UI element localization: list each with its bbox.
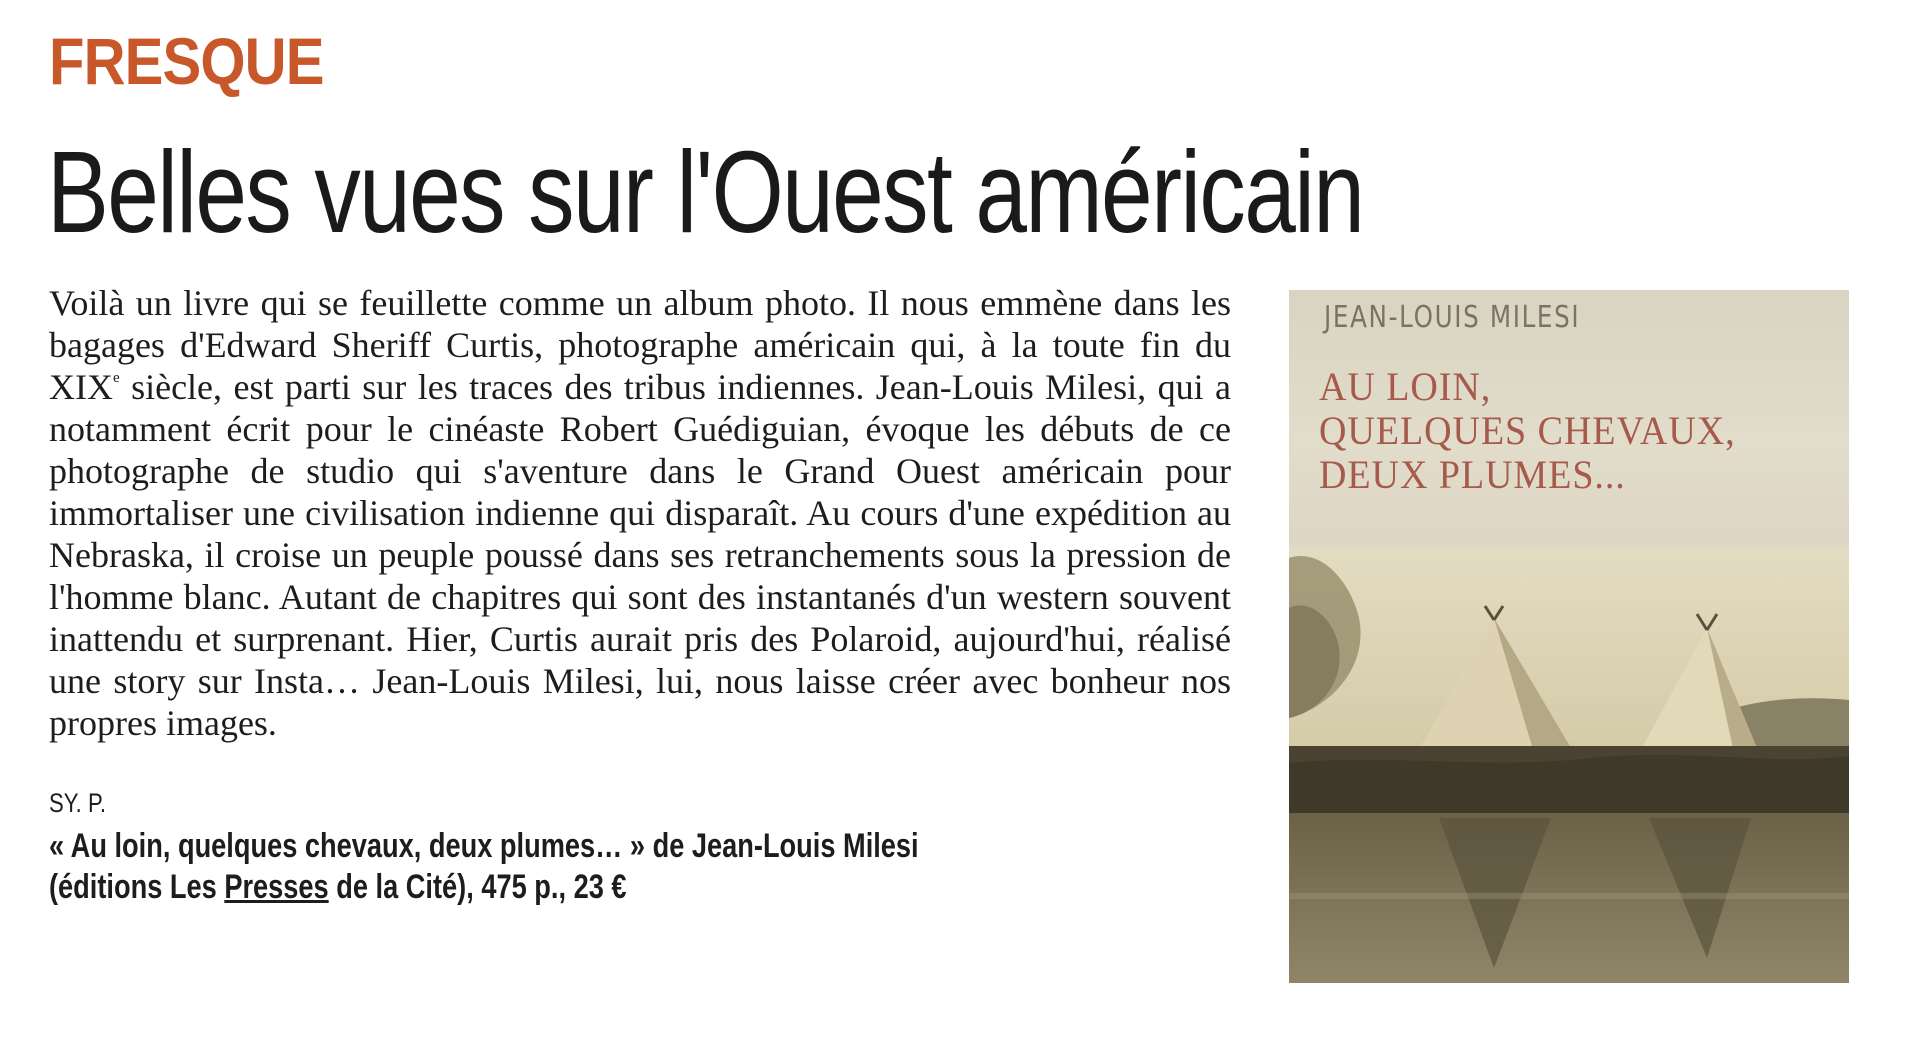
tipi-landscape-photo <box>1289 548 1849 983</box>
publisher-prefix: (éditions Les <box>49 868 225 906</box>
book-cover-author: JEAN-LOUIS MILESI <box>1324 300 1581 335</box>
book-reference-title: « Au loin, quelques chevaux, deux plumes… » de Jean-Louis Milesi <box>49 827 919 865</box>
article-headline: Belles vues sur l'Ouest américain <box>47 127 1364 257</box>
rubric-label: FRESQUE <box>49 24 324 98</box>
book-cover-title-line2: QUELQUES CHEVAUX, <box>1319 408 1736 453</box>
book-cover-header <box>1289 290 1849 545</box>
book-cover-title-line3: DEUX PLUMES... <box>1319 452 1626 497</box>
century-superscript: e <box>112 370 120 386</box>
body-text-part2: siècle, est parti sur les traces des tribus indiennes. Jean-Louis Milesi, qui a notamment écrit pour le cinéaste Robert Guédiguian, évoque les débuts de ce photographe de studio qui s'aventure dans le Grand Ouest américain pour immortaliser une civilisation indienne qui disparaît. Au cours d'une expédition au Nebraska, il croise un peuple poussé dans ses retranchements sous la pression de l'homme blanc. Autant de chapitres qui sont des instantanés d'un western souvent inattendu et surprenant. Hier, Curtis aurait pris des Polaroid, aujourd'hui, réalisé une story sur Insta… Jean-Louis Milesi, lui, nous laisse créer avec bonheur nos propres images. <box>49 367 1231 743</box>
book-cover-image <box>1289 290 1849 983</box>
book-reference-publisher <box>49 867 919 908</box>
author-byline: SY. P. <box>49 788 107 818</box>
publisher-suffix: de la Cité), 475 p., 23 € <box>328 868 627 906</box>
publisher-name-link[interactable]: Presses <box>224 868 329 906</box>
article-body <box>49 282 1231 744</box>
body-text-part1: Voilà un livre qui se feuillette comme un album photo. Il nous emmène dans les bagages d'Edward Sheriff Curtis, photographe américain qui, à la toute fin du XIX <box>49 283 1231 407</box>
book-cover-title <box>1319 365 1736 497</box>
book-reference <box>49 826 919 908</box>
book-cover-title-line1: AU LOIN, <box>1319 364 1492 409</box>
